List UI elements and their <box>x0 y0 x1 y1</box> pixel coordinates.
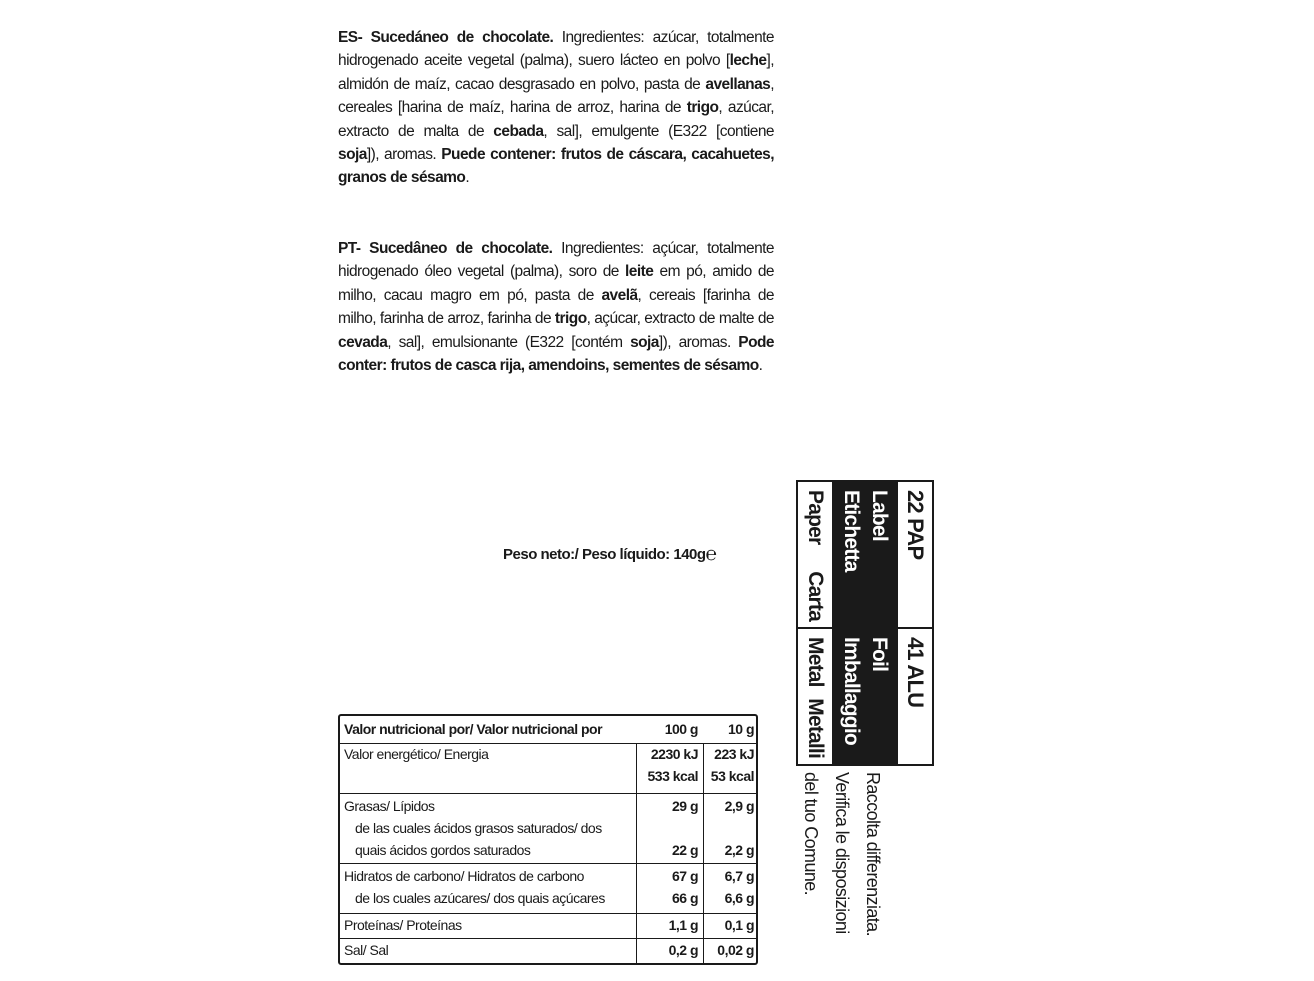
value-kcal: 533 kcal <box>647 768 698 784</box>
ingredient-text: , cereales [harina de maíz, harina de arroz, harina de <box>338 75 774 117</box>
recycling-box <box>796 480 934 766</box>
nutrition-sublabel-text: de los cuales azúcares/ dos quais açúcares <box>355 890 605 906</box>
nutrition-row-fat <box>340 793 756 864</box>
ingredient-text: Ingredientes: azúcar, totalmente hidrogenado aceite vegetal (palma), suero lácteo en polvo [ <box>338 29 774 70</box>
ingredient-text: Ingredientes: açúcar, totalmente hidrogenado óleo vegetal (palma), soro de <box>338 240 774 281</box>
ingredient-text: em pó, amido de milho, cacau magro em pó, pasta de <box>338 263 774 304</box>
value: 6,6 g <box>724 890 754 906</box>
ingredients-es-text <box>338 29 774 186</box>
ingredient-text: , azúcar, extracto de malta de <box>338 99 775 140</box>
value: 67 g <box>671 868 698 884</box>
ingredient-text: ], almidón de maíz, cacao desgrasado en polvo, pasta de <box>338 52 774 93</box>
allergen-text: soja <box>630 333 659 351</box>
recycling-note-line: del tuo Comune. <box>801 772 821 896</box>
nutrition-label-text: Grasas/ Lípidos <box>344 798 435 814</box>
value-kj: 2230 kJ <box>650 746 698 762</box>
material-en: Paper <box>804 490 827 545</box>
nutrition-label-text: Proteínas/ Proteínas <box>344 917 462 933</box>
allergen-text: leche <box>729 52 767 70</box>
ingredient-text: , cereais [farinha de milho, farinha de arroz, farinha de <box>338 286 774 328</box>
allergen-text: avellanas <box>705 75 771 93</box>
value: 1,1 g <box>668 917 698 933</box>
value: 29 g <box>671 798 698 814</box>
ingredient-text: . <box>758 357 763 375</box>
nutrition-label <box>344 795 602 861</box>
value: 66 g <box>671 890 698 906</box>
value: 22 g <box>671 842 698 858</box>
allergen-text: cevada <box>338 333 388 351</box>
recycling-foil-cell <box>798 629 932 764</box>
recycling-material-metal <box>798 629 832 764</box>
nutrition-row-carbs <box>340 863 756 914</box>
nutrition-label <box>344 743 488 765</box>
nutrition-value-per100 <box>640 743 698 787</box>
nutrition-value-per100 <box>640 865 698 909</box>
ingredient-text: . <box>465 169 470 187</box>
recycling-note <box>796 772 996 936</box>
recycling-label-cell <box>798 482 932 627</box>
nutrition-row-protein <box>340 913 756 939</box>
recycling-note-line: Verifica le disposizioni <box>832 772 852 934</box>
nutrition-value-per10 <box>706 795 754 861</box>
recycling-code-pap: 22 PAP <box>903 490 928 560</box>
value: 0,1 g <box>724 917 754 933</box>
allergen-text: avelã <box>601 286 638 304</box>
ingredients-es <box>338 26 774 190</box>
ingredients-pt-text <box>338 240 774 374</box>
value: 2,9 g <box>724 798 754 814</box>
ingredients-pt <box>338 237 774 377</box>
nutrition-table <box>338 714 758 965</box>
nutrition-header-per10: 10 g <box>727 721 754 737</box>
nutrition-row-energy <box>340 743 756 794</box>
nutrition-label <box>344 865 605 909</box>
nutrition-label-text: Hidratos de carbono/ Hidratos de carbono <box>344 868 584 884</box>
nutrition-value-per10 <box>706 743 754 787</box>
nutrition-header-label: Valor nutricional por/ Valor nutricional por <box>344 721 603 737</box>
value: 6,7 g <box>724 868 754 884</box>
nutrition-label-text: Sal/ Sal <box>344 942 389 958</box>
material-it: Carta <box>804 571 827 621</box>
net-weight-text: Peso neto:/ Peso líquido: 140g <box>503 546 706 563</box>
value-kcal: 53 kcal <box>710 768 754 784</box>
nutrition-label-text: Valor energético/ Energia <box>344 746 489 762</box>
nutrition-header-per100: 100 g <box>664 721 698 737</box>
nutrition-sublabel-text: quais ácidos gordos saturados <box>355 842 531 858</box>
allergen-text: soja <box>338 146 367 164</box>
ingredient-text: , sal], emulgente (E322 [contiene <box>543 122 774 140</box>
recycling-code-alu: 41 ALU <box>903 637 928 708</box>
value: 0,2 g <box>668 942 698 958</box>
recycling-component-foil <box>832 629 898 764</box>
nutrition-header-row <box>340 716 756 744</box>
allergen-text: trigo <box>554 310 587 328</box>
estimated-sign-icon: ℮ <box>705 544 717 565</box>
recycling-note-line: Raccolta differenziata. <box>863 772 883 936</box>
recycling-material-paper <box>798 482 832 627</box>
allergen-text: Pode conter: frutos de casca rija, amendoins, sementes de sésamo <box>338 333 774 375</box>
ingredient-text: ]), aromas. <box>366 146 442 164</box>
nutrition-value-per10 <box>706 865 754 909</box>
allergen-text: trigo <box>686 99 719 117</box>
component-name-en: Label <box>868 490 891 541</box>
ingredient-text: , açúcar, extracto de malte de <box>586 310 774 328</box>
component-name-it: Etichetta <box>840 490 863 572</box>
component-name-en: Foil <box>868 637 891 672</box>
ingredient-text: ]), aromas. <box>658 333 739 351</box>
allergen-text: leite <box>625 263 654 281</box>
value: 2,2 g <box>724 842 754 858</box>
ingredients-es-title: ES- Sucedáneo de chocolate. <box>338 29 554 46</box>
ingredient-text: , sal], emulsionante (E322 [contém <box>387 333 631 351</box>
nutrition-sublabel-text: de las cuales ácidos grasos saturados/ dos <box>355 820 602 836</box>
recycling-component-label <box>832 482 898 627</box>
value-kj: 223 kJ <box>714 746 754 762</box>
value: 0,02 g <box>717 942 754 958</box>
component-name-it: Imballaggio <box>840 637 863 745</box>
material-en: Metal <box>804 637 827 687</box>
allergen-text: Puede contener: frutos de cáscara, cacahuetes, granos de sésamo <box>338 146 774 187</box>
allergen-text: cebada <box>493 122 544 140</box>
nutrition-row-salt <box>340 938 756 963</box>
net-weight <box>503 543 716 565</box>
material-it: Metalli <box>804 698 827 758</box>
nutrition-value-per100 <box>640 795 698 861</box>
ingredients-pt-title: PT- Sucedâneo de chocolate. <box>338 240 553 257</box>
